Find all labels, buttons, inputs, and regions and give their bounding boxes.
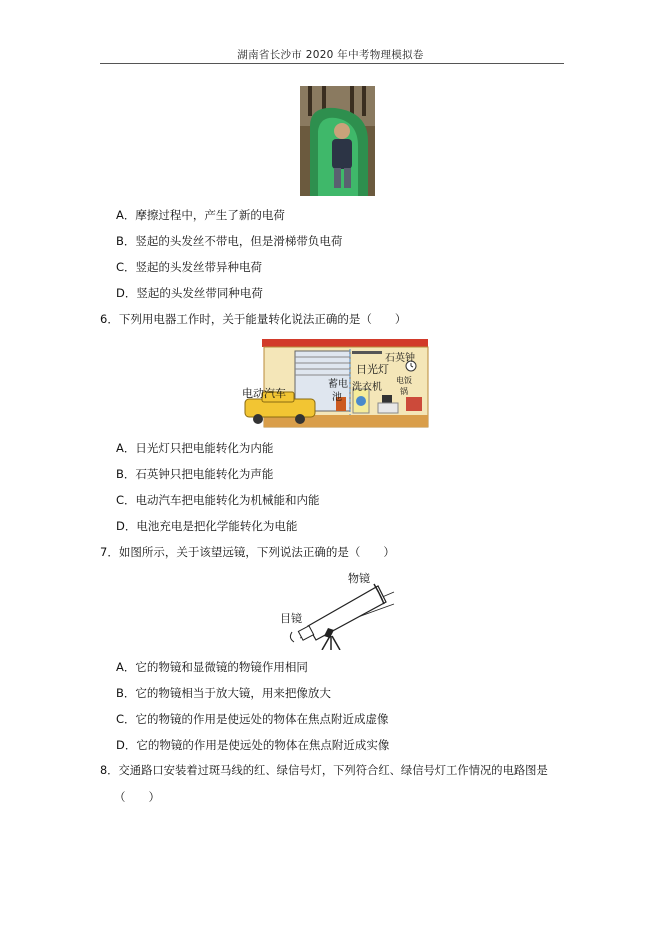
q5-option-b: B．竖起的头发丝不带电，但是滑梯带负电荷 [116, 234, 343, 248]
q7-option-c: C．它的物镜的作用是使远处的物体在焦点附近成虚像 [116, 712, 389, 726]
label-battery-1: 蓄电 [328, 379, 348, 390]
label-objective-lens: 物镜 [348, 572, 370, 585]
label-fluorescent-lamp: 日光灯 [356, 363, 389, 376]
q5-option-d: D．竖起的头发丝带同种电荷 [116, 286, 263, 300]
q6-option-b: B．石英钟只把电能转化为声能 [116, 467, 274, 481]
label-quartz-clock: 石英钟 [385, 353, 415, 364]
label-eyepiece: 目镜 [280, 612, 302, 625]
telescope-figure [278, 568, 403, 650]
q7-option-d: D．它的物镜的作用是使远处的物体在焦点附近成实像 [116, 738, 390, 752]
q6-option-a: A．日光灯只把电能转化为内能 [116, 441, 274, 455]
q7-option-b: B．它的物镜相当于放大镜，用来把像放大 [116, 686, 331, 700]
q8-stem-line2: （ ） [114, 790, 160, 804]
house-appliances-figure [240, 337, 430, 429]
label-battery-2: 池 [332, 392, 342, 403]
page-header: 湖南省长沙市 2020 年中考物理模拟卷 [237, 49, 424, 61]
slide-photo [300, 86, 375, 196]
header-rule [100, 63, 564, 64]
q5-option-c: C．竖起的头发丝带异种电荷 [116, 260, 263, 274]
label-washing-machine: 洗衣机 [352, 382, 382, 393]
q6-option-d: D．电池充电是把化学能转化为电能 [116, 519, 298, 533]
label-electric-car: 电动汽车 [242, 387, 286, 400]
q6-stem: 6．下列用电器工作时，关于能量转化说法正确的是（ ） [100, 312, 407, 326]
q7-option-a: A．它的物镜和显微镜的物镜作用相同 [116, 660, 308, 674]
q7-stem: 7．如图所示，关于该望远镜，下列说法正确的是（ ） [100, 545, 395, 559]
label-rice-cooker-1: 电饭 [396, 376, 412, 385]
q6-option-c: C．电动汽车把电能转化为机械能和内能 [116, 493, 320, 507]
q8-stem-line1: 8．交通路口安装着过斑马线的红、绿信号灯，下列符合红、绿信号灯工作情况的电路图是 [100, 764, 548, 777]
q5-option-a: A．摩擦过程中，产生了新的电荷 [116, 208, 285, 222]
label-rice-cooker-2: 锅 [400, 387, 408, 396]
